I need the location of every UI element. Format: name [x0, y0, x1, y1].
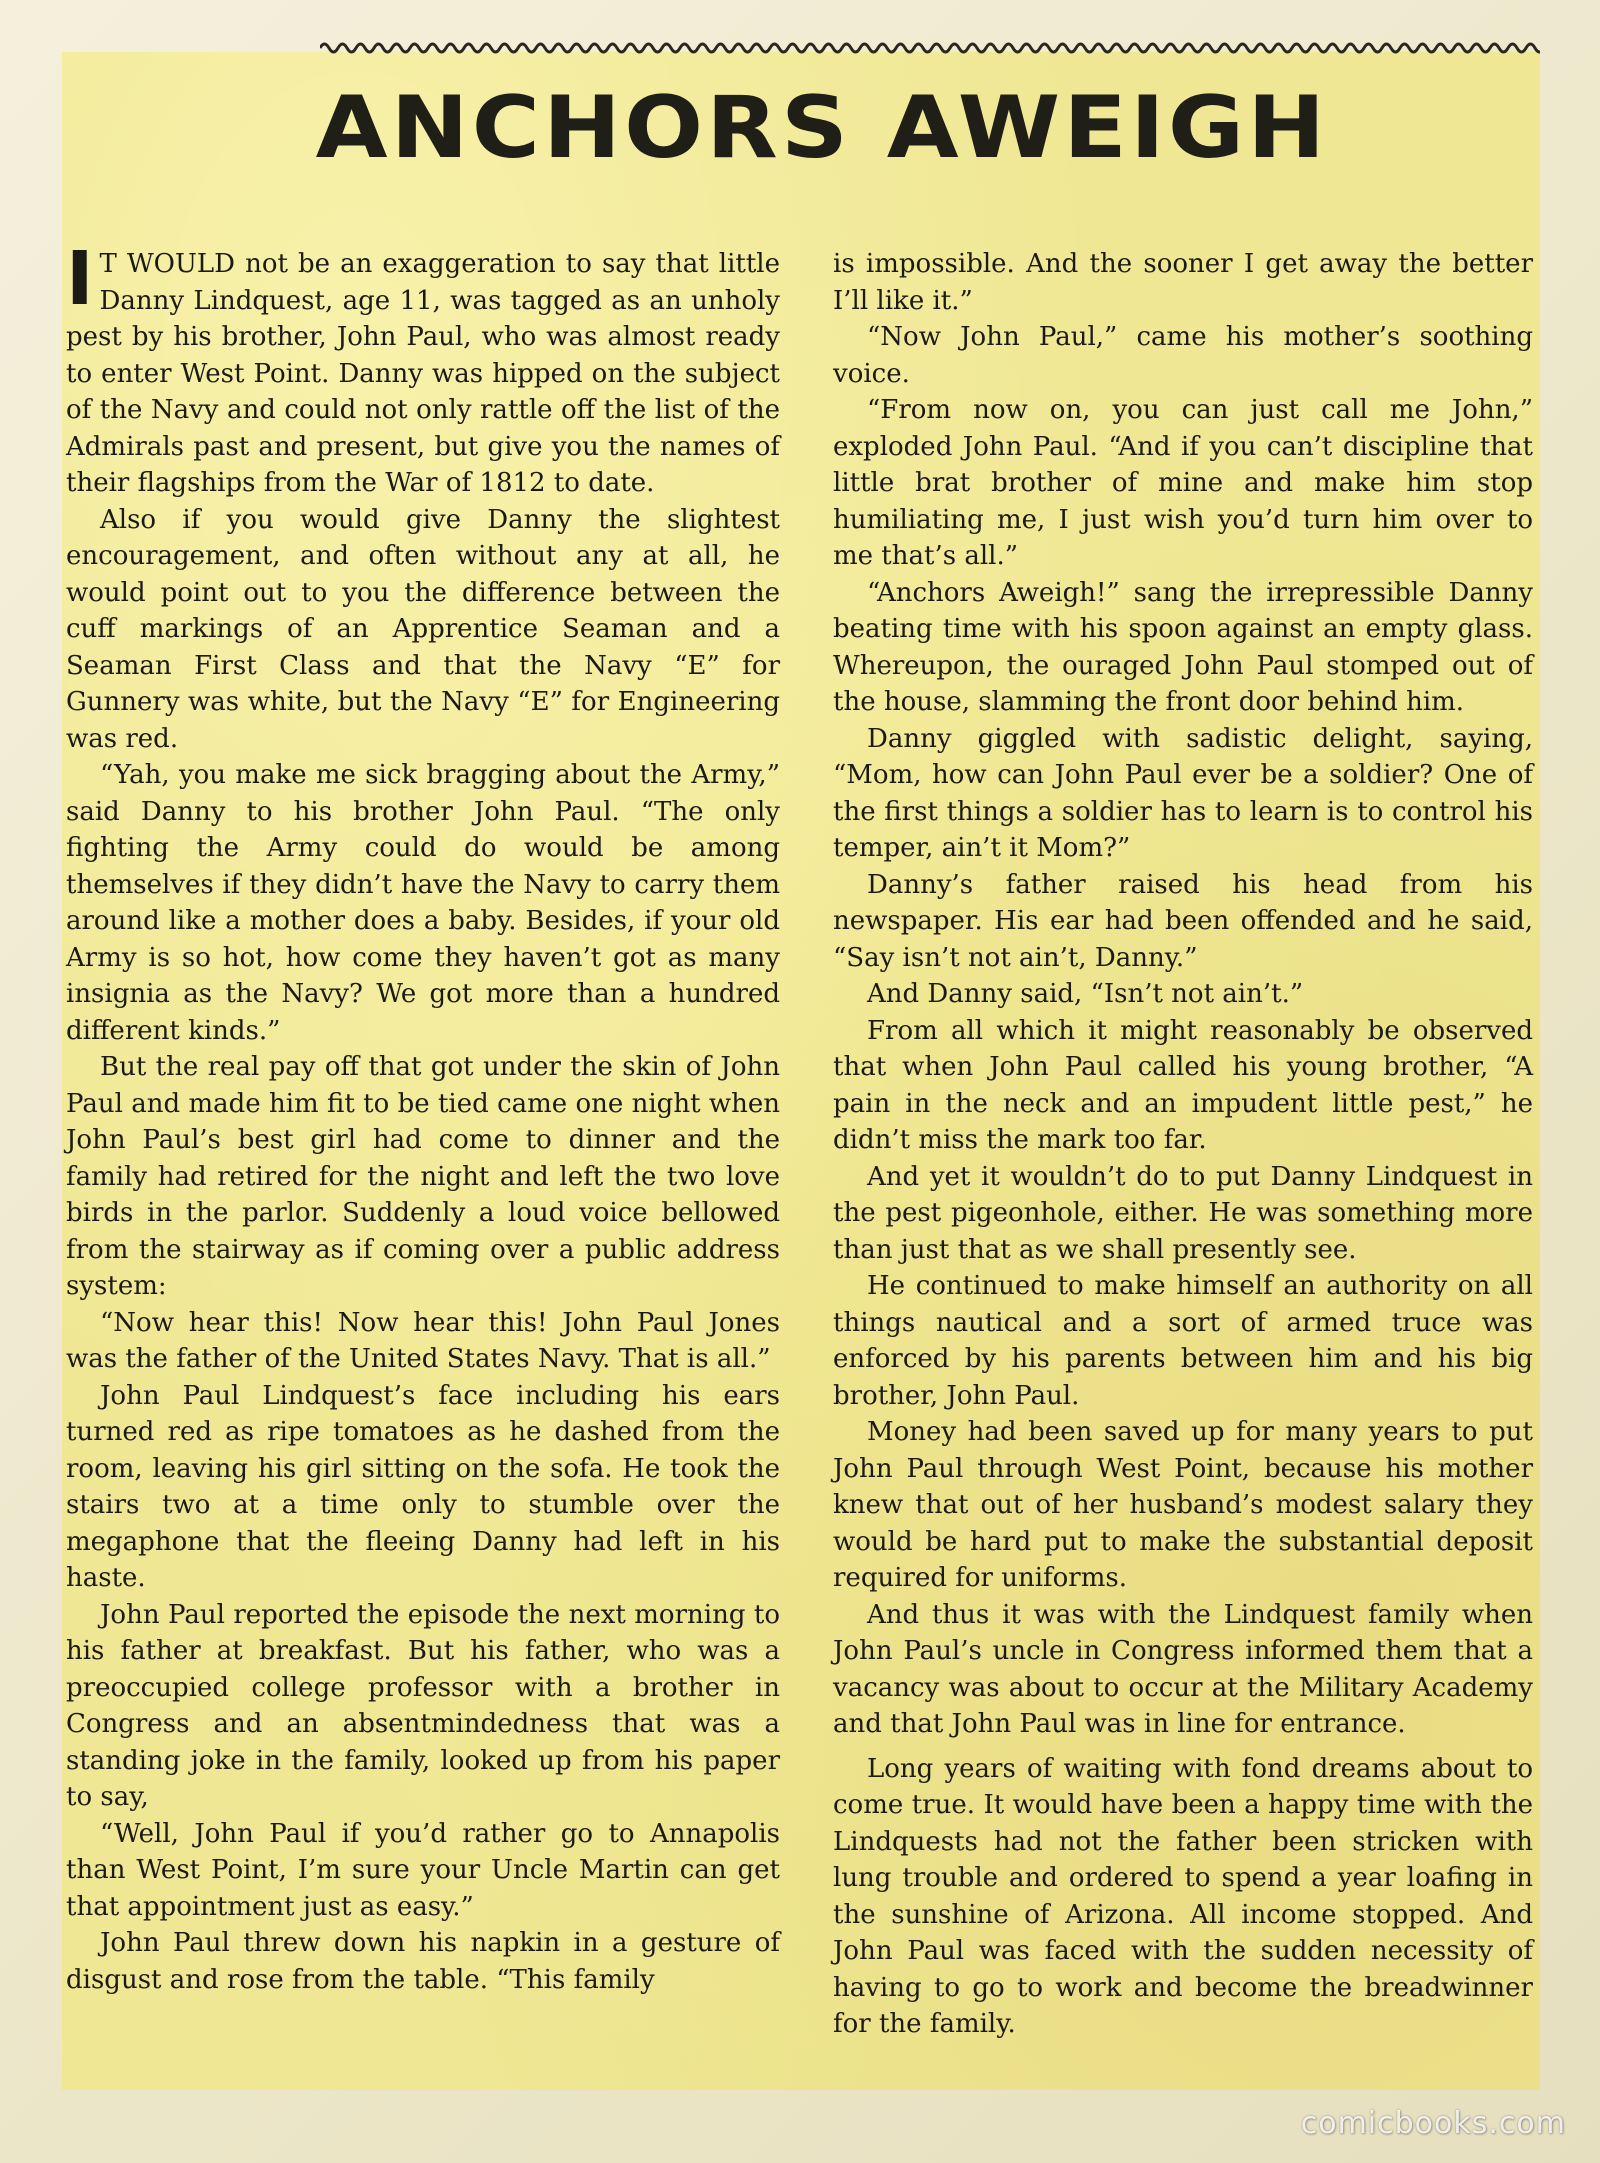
paragraph: is impossible. And the sooner I get away the better I’ll like it.”	[833, 249, 1533, 316]
paragraph: “Yah, you make me sick bragging about the Army,” said Danny to his brother John Paul. “The only fighting the Army could do would be among themselves if they didn’t have the Navy to carry them around like a mother does a baby. Besides, if your old Army is so hot, how come they haven’t got as many insignia as the Navy? We got more than a hundred different kinds.”	[66, 760, 780, 1046]
paragraph: John Paul Lindquest’s face including his ears turned red as ripe tomatoes as he dashed from the room, leaving his girl sitting on the sofa. He took the stairs two at a time only to stumble over the megaphone that the fleeing Danny had left in his haste.	[66, 1380, 780, 1593]
paragraph: Money had been saved up for many years to put John Paul through West Point, because his mother knew that out of her husband’s modest salary they would be hard put to make the substantial deposit required for uniforms.	[833, 1417, 1533, 1593]
paragraph: John Paul threw down his napkin in a gesture of disgust and rose from the table. “This family	[66, 1928, 780, 1995]
paragraph: John Paul reported the episode the next morning to his father at breakfast. But his father, who was a preoccupied college professor with a brother in Congress and an absentmindedness that was a standing joke in the family, looked up from his paper to say,	[66, 1599, 780, 1812]
paragraph	[66, 236, 780, 502]
paragraph: “Now John Paul,” came his mother’s soothing voice.	[833, 322, 1533, 389]
paragraph: Also if you would give Danny the slightest encouragement, and often without any at all, he would point out to you the difference between the cuff markings of an Apprentice Seaman and a Seaman First Class and that the Navy “E” for Gunnery was white, but the Navy “E” for Engineering was red.	[66, 504, 780, 754]
watermark-logo: comicbooks.com	[1300, 2106, 1566, 2141]
paragraph: Danny’s father raised his head from his newspaper. His ear had been offended and he said, “Say isn’t not ain’t, Danny.”	[833, 869, 1533, 973]
wavy-rule	[320, 36, 1540, 60]
drop-cap: I	[66, 236, 94, 322]
left-column	[66, 236, 780, 1998]
paragraph: And thus it was with the Lindquest family when John Paul’s uncle in Congress informed them that a vacancy was about to occur at the Military Academy and that John Paul was in line for entrance.	[833, 1599, 1533, 1739]
paragraph: From all which it might reasonably be observed that when John Paul called his young brother, “A pain in the neck and an impudent little pest,” he didn’t miss the mark too far.	[833, 1015, 1533, 1155]
paragraph: Danny giggled with sadistic delight, saying, “Mom, how can John Paul ever be a soldier? One of the first things a soldier has to learn is to control his temper, ain’t it Mom?”	[833, 723, 1533, 863]
paragraph: Long years of waiting with fond dreams about to come true. It would have been a happy time with the Lindquests had not the father been stricken with lung trouble and ordered to spend a year loafing in the sunshine of Arizona. All income stopped. And John Paul was faced with the sudden necessity of having to go to work and become the breadwinner for the family.	[833, 1753, 1533, 2039]
paragraph: “Well, John Paul if you’d rather go to Annapolis than West Point, I’m sure your Uncle Martin can get that appointment just as easy.”	[66, 1818, 780, 1922]
paragraph: And Danny said, “Isn’t not ain’t.”	[867, 979, 1304, 1009]
paragraph: “Now hear this! Now hear this! John Paul Jones was the father of the United States Navy. That is all.”	[66, 1307, 780, 1374]
paragraph: He continued to make himself an authority on all things nautical and a sort of armed truce was enforced by his parents between him and his big brother, John Paul.	[833, 1271, 1533, 1411]
right-column	[833, 246, 1533, 2043]
paragraph: “From now on, you can just call me John,” exploded John Paul. “And if you can’t discipline that little brat brother of mine and make him stop humiliating me, I just wish you’d turn him over to me that’s all.”	[833, 395, 1533, 571]
paragraph: But the real pay off that got under the skin of John Paul and made him fit to be tied came one night when John Paul’s best girl had come to dinner and the family had retired for the night and left the two love birds in the parlor. Suddenly a loud voice bellowed from the stairway as if coming over a public address system:	[66, 1052, 780, 1301]
paragraph: And yet it wouldn’t do to put Danny Lindquest in the pest pigeonhole, either. He was something more than just that as we shall presently see.	[833, 1161, 1533, 1265]
paragraph: “Anchors Aweigh!” sang the irrepressible Danny beating time with his spoon against an empty glass. Whereupon, the ouraged John Paul stomped out of the house, slamming the front door behind him.	[833, 577, 1533, 717]
story-title: ANCHORS AWEIGH	[315, 78, 1329, 178]
paragraph-text: T WOULD not be an exaggeration to say that little Danny Lindquest, age 11, was tagged as an unholy pest by his brother, John Paul, who was almost ready to enter West Point. Danny was hipped on the subject of the Navy and could not only rattle off the list of the Admirals past and present, but give you the names of their flagships from the War of 1812 to date.	[66, 249, 780, 498]
